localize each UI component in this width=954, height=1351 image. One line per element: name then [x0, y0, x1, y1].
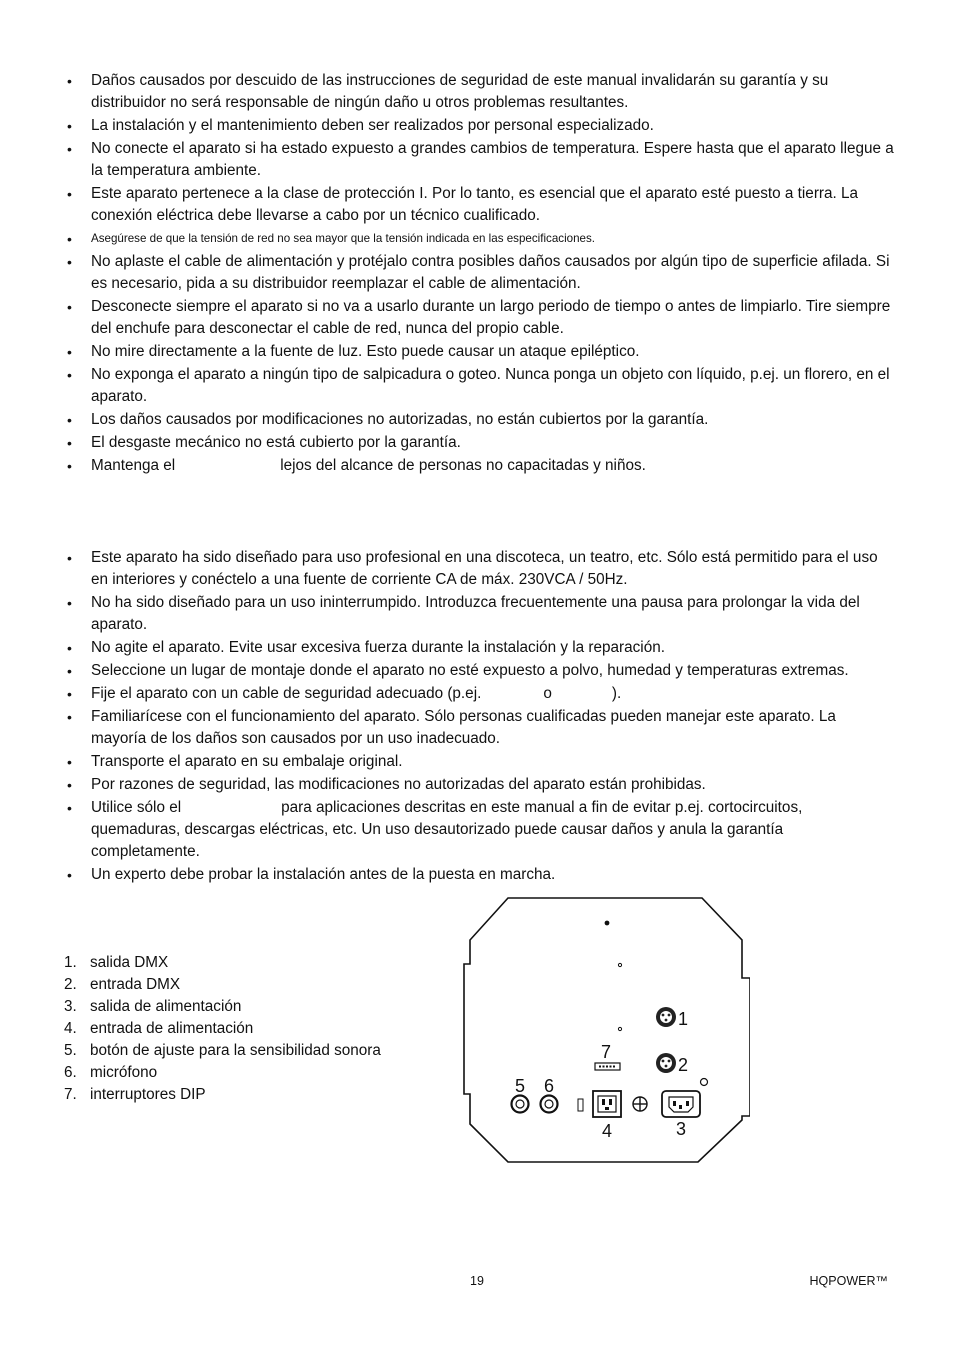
diagram-label: 1: [678, 1009, 689, 1029]
diagram-label: 4: [602, 1121, 613, 1141]
item-label: salida DMX: [90, 954, 169, 971]
list-item-text: Mantenga el: [91, 457, 176, 474]
connection-item: [64, 1040, 381, 1062]
list-item-text: para aplicaciones descritas en este manual a fin de evitar p.ej. cortocircuitos, quemaduras, descargas eléctricas, etc. Un uso desautorizado puede causar daños y anula la garantía completamente.: [91, 799, 803, 860]
list-item: • No aplaste el cable de alimentación y protéjalo contra posibles daños causados por algún tipo de superficie afilada. Si es necesario, pida a su distribuidor reemplazar el cable de alimentación.: [64, 251, 894, 295]
screw-dot: [618, 963, 621, 966]
item-number: 7.: [64, 1086, 77, 1103]
microphone: [541, 1096, 558, 1113]
list-item: • Por razones de seguridad, las modificaciones no autorizadas del aparato están prohibidas.: [64, 774, 894, 796]
list-item-text: o: [543, 685, 552, 702]
connection-item: [64, 1084, 381, 1106]
item-number: 5.: [64, 1042, 77, 1059]
list-item: • No conecte el aparato si ha estado expuesto a grandes cambios de temperatura. Espere hasta que el aparato llegue a la temperatura ambiente.: [64, 138, 894, 182]
diagram-label: 6: [544, 1076, 555, 1096]
item-number: 1.: [64, 954, 77, 971]
list-item: • Seleccione un lugar de montaje donde el aparato no esté expuesto a polvo, humedad y temperaturas extremas.: [64, 660, 894, 682]
list-item-text: Fije el aparato con un cable de seguridad adecuado (p.ej.: [91, 685, 482, 702]
item-label: entrada DMX: [90, 976, 181, 993]
power-output-socket: [662, 1091, 700, 1117]
item-number: 2.: [64, 976, 77, 993]
list-item: • Un experto debe probar la instalación antes de la puesta en marcha.: [64, 864, 894, 886]
item-number: 3.: [64, 998, 77, 1015]
list-item: [64, 797, 894, 863]
list-item-text: lejos del alcance de personas no capacitadas y niños.: [280, 457, 646, 474]
dmx-output-connector: [656, 1007, 676, 1027]
page-number: 19: [470, 1274, 484, 1288]
rear-panel-diagram: [462, 896, 750, 1164]
fuse-holder: [578, 1099, 583, 1111]
list-item: • Este aparato pertenece a la clase de protección I. Por lo tanto, es esencial que el aparato esté puesto a tierra. La conexión eléctrica debe llevarse a cabo por un técnico cualificado.: [64, 183, 894, 227]
list-item: • Este aparato ha sido diseñado para uso profesional en una discoteca, un teatro, etc. Sólo está permitido para el uso en interiores y conéctelo a una fuente de corriente CA de máx. 230VCA / 50Hz.: [64, 547, 894, 591]
connection-item: [64, 1018, 381, 1040]
list-item: • No agite el aparato. Evite usar excesiva fuerza durante la instalación y la reparación.: [64, 637, 894, 659]
list-item-text: ).: [611, 685, 622, 702]
list-item: • No ha sido diseñado para un uso ininterrumpido. Introduzca frecuentemente una pausa para prolongar la vida del aparato.: [64, 592, 894, 636]
diagram-label: 2: [678, 1055, 689, 1075]
screw-dot: [605, 921, 610, 926]
dmx-input-connector: [656, 1053, 676, 1073]
connection-item: [64, 974, 381, 996]
connections-list: [64, 952, 381, 1106]
item-label: micrófono: [90, 1064, 158, 1081]
ground-screw: [701, 1079, 708, 1086]
list-item: • Transporte el aparato en su embalaje original.: [64, 751, 894, 773]
list-item: • La instalación y el mantenimiento deben ser realizados por personal especializado.: [64, 115, 894, 137]
list-item-text: Utilice sólo el: [91, 799, 182, 816]
safety-instructions-list: [64, 70, 894, 478]
connection-item: [64, 996, 381, 1018]
list-item: • Asegúrese de que la tensión de red no sea mayor que la tensión indicada en las especificaciones.: [64, 228, 894, 250]
list-item: [64, 455, 894, 477]
list-item: • Familiarícese con el funcionamiento del aparato. Sólo personas cualificadas pueden manejar este aparato. La mayoría de los daños son causados por un uso inadecuado.: [64, 706, 894, 750]
list-item: [64, 683, 894, 705]
item-label: botón de ajuste para la sensibilidad sonora: [90, 1042, 381, 1059]
list-item: • No mire directamente a la fuente de luz. Esto puede causar un ataque epiléptico.: [64, 341, 894, 363]
list-item: • No exponga el aparato a ningún tipo de salpicadura o goteo. Nunca ponga un objeto con líquido, p.ej. un florero, en el aparato.: [64, 364, 894, 408]
connection-item: [64, 1062, 381, 1084]
ground-symbol: [633, 1097, 647, 1111]
screw-dot: [618, 1027, 621, 1030]
list-item: • El desgaste mecánico no está cubierto por la garantía.: [64, 432, 894, 454]
item-label: entrada de alimentación: [90, 1020, 254, 1037]
item-label: interruptores DIP: [90, 1086, 206, 1103]
item-number: 6.: [64, 1064, 77, 1081]
list-item: • Daños causados por descuido de las instrucciones de seguridad de este manual invalidarán su garantía y su distribuidor no será responsable de ningún daño u otros problemas resultantes.: [64, 70, 894, 114]
diagram-label: 5: [515, 1076, 526, 1096]
brand-name: HQPOWER™: [809, 1274, 888, 1288]
list-item: • Los daños causados por modificaciones no autorizadas, no están cubiertos por la garantía.: [64, 409, 894, 431]
usage-guidelines-list: [64, 547, 894, 887]
sensitivity-knob: [512, 1096, 529, 1113]
list-item: • Desconecte siempre el aparato si no va a usarlo durante un largo periodo de tiempo o antes de limpiarlo. Tire siempre del enchufe para desconectar el cable de red, nunca del propio cable.: [64, 296, 894, 340]
diagram-label: 7: [601, 1042, 612, 1062]
item-label: salida de alimentación: [90, 998, 242, 1015]
connection-item: [64, 952, 381, 974]
dip-switch: [595, 1063, 620, 1070]
item-number: 4.: [64, 1020, 77, 1037]
power-input-socket: [593, 1091, 621, 1117]
diagram-label: 3: [676, 1119, 687, 1139]
